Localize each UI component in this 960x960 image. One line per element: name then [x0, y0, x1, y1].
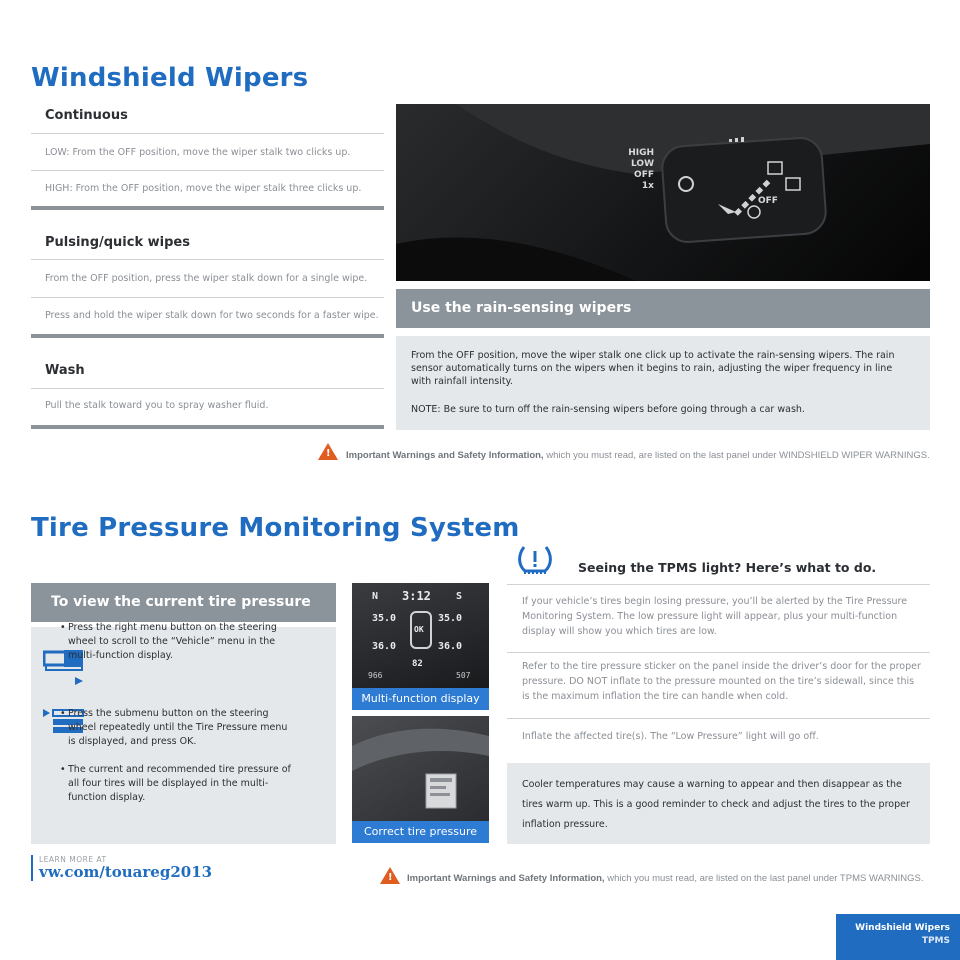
section-divider — [31, 425, 384, 429]
section-tab — [836, 914, 960, 960]
section-divider — [31, 206, 384, 210]
rain-sensing-title: Use the rain-sensing wipers — [411, 300, 632, 316]
tpms-paragraph-2: Refer to the tire pressure sticker on the panel inside the driver’s door for the proper pressure. DO NOT inflate to the pressure mounted on the tire’s sidewall, since this is the maximum inflation the tire can handle when cold. — [522, 661, 921, 702]
learn-more-label: LEARN MORE AT — [39, 855, 107, 864]
door-jamb-illustration — [352, 716, 489, 821]
mfd-ok: OK — [414, 625, 424, 634]
section-tab-tpms: TPMS — [921, 936, 950, 946]
tire-pressure-sticker-photo — [352, 716, 489, 843]
mfd-rear-right: 36.0 — [438, 641, 463, 652]
wiper-stalk-photo — [396, 104, 930, 281]
divider — [507, 652, 930, 653]
divider — [507, 718, 930, 719]
multi-function-display-photo — [352, 583, 489, 710]
pulsing-faster-text: Press and hold the wiper stalk down for two seconds for a faster wipe. — [45, 310, 379, 321]
mfd-mode: S — [456, 591, 463, 602]
rain-sensing-header — [396, 289, 930, 328]
cooler-temperatures-panel — [507, 763, 930, 844]
divider — [31, 388, 384, 389]
learn-more-block — [31, 855, 212, 881]
view-pressure-header — [31, 583, 336, 622]
mfd-front-left: 35.0 — [372, 613, 397, 624]
rain-sensing-panel — [396, 336, 930, 430]
wiper-stalk-illustration — [396, 104, 930, 281]
divider — [31, 259, 384, 260]
warning-triangle-icon: ! — [318, 443, 338, 460]
tpms-step-2: • Press the submenu button on the steering wheel repeatedly until the Tire Pressure menu is displayed, and press OK. — [60, 708, 288, 747]
divider — [507, 584, 930, 585]
mfd-front-right: 35.0 — [438, 613, 463, 624]
continuous-low-text: LOW: From the OFF position, move the wiper stalk two clicks up. — [45, 147, 351, 158]
wiper-warning-bold: Important Warnings and Safety Information, — [346, 450, 544, 461]
tpms-step-1-text: Press the right menu button on the steering wheel to scroll to the “Vehicle” menu in the multi-function display. — [68, 622, 277, 661]
section-tab-wipers: Windshield Wipers — [855, 923, 950, 933]
divider — [31, 170, 384, 171]
tpms-warning-bold: Important Warnings and Safety Information, — [407, 873, 605, 884]
pulsing-heading: Pulsing/quick wipes — [45, 235, 190, 250]
tpms-warning-note — [407, 873, 924, 884]
stalk-label-off-ring: OFF — [758, 196, 778, 206]
divider — [31, 133, 384, 134]
cooler-temperatures-text: Cooler temperatures may cause a warning to appear and then disappear as the tires warm up. This is a good reminder to check and adjust the tires to the proper inflation pressure. — [522, 779, 910, 830]
tpms-warning-rest: which you must read, are listed on the last panel under TPMS WARNINGS. — [604, 873, 924, 884]
continuous-high-text: HIGH: From the OFF position, move the wiper stalk three clicks up. — [45, 183, 362, 194]
mfd-temperature: 82 — [412, 659, 423, 669]
tpms-light-icon — [518, 545, 552, 575]
rain-sensing-note: NOTE: Be sure to turn off the rain-sensing wipers before going through a car wash. — [411, 404, 805, 415]
caption-multi-function-display: Multi-function display — [352, 688, 489, 710]
continuous-heading: Continuous — [45, 108, 128, 123]
tpms-step-3: • The current and recommended tire pressure of all four tires will be displayed in the multi-function display. — [60, 764, 291, 803]
stalk-label-off: OFF — [634, 170, 654, 180]
tpms-step-1: • Press the right menu button on the steering wheel to scroll to the “Vehicle” menu in the multi-function display. — [60, 622, 277, 661]
warning-triangle-icon: ! — [380, 867, 400, 884]
tpms-step-2-text: Press the submenu button on the steering wheel repeatedly until the Tire Pressure menu is displayed, and press OK. — [68, 708, 288, 747]
section-divider — [31, 334, 384, 338]
mfd-clock: 3:12 — [402, 589, 431, 603]
tpms-paragraph-1: If your vehicle’s tires begin losing pressure, you’ll be alerted by the Tire Pressure Monitoring System. The low pressure light will appear, plus your multi-function display will show you which tires are low. — [522, 596, 908, 637]
view-pressure-title: To view the current tire pressure — [51, 594, 311, 610]
divider — [31, 297, 384, 298]
wipers-title: Windshield Wipers — [31, 63, 309, 93]
rain-sensing-description: From the OFF position, move the wiper stalk one click up to activate the rain-sensing wipers. The rain sensor automatically turns on the wipers when it begins to rain, adjusting the wiper frequency in line with rainfall intensity. — [411, 350, 895, 387]
wash-text: Pull the stalk toward you to spray washer fluid. — [45, 400, 269, 411]
wiper-warning-rest: which you must read, are listed on the last panel under WINDSHIELD WIPER WARNINGS. — [543, 450, 930, 461]
pulsing-single-text: From the OFF position, press the wiper stalk down for a single wipe. — [45, 273, 368, 284]
stalk-label-low: LOW — [631, 159, 654, 169]
stalk-label-1x: 1x — [641, 181, 654, 191]
wiper-warning-note — [346, 450, 930, 461]
wash-heading: Wash — [45, 363, 85, 378]
tpms-paragraph-3: Inflate the affected tire(s). The “Low Pressure” light will go off. — [522, 731, 819, 742]
caption-correct-tire-pressure: Correct tire pressure — [352, 821, 489, 843]
mfd-screen — [372, 589, 472, 671]
stalk-position-labels — [628, 148, 654, 192]
learn-more-url[interactable]: vw.com/touareg2013 — [39, 863, 213, 881]
tpms-light-heading: Seeing the TPMS light? Here’s what to do. — [578, 560, 877, 575]
tpms-step-3-text: The current and recommended tire pressure of all four tires will be displayed in the multi-function display. — [68, 764, 291, 803]
mfd-trip: 507 — [456, 671, 471, 680]
mfd-odometer: 966 — [368, 671, 383, 680]
tpms-title: Tire Pressure Monitoring System — [31, 513, 520, 543]
stalk-label-high: HIGH — [628, 148, 654, 158]
mfd-gear: N — [372, 591, 379, 602]
mfd-rear-left: 36.0 — [372, 641, 397, 652]
